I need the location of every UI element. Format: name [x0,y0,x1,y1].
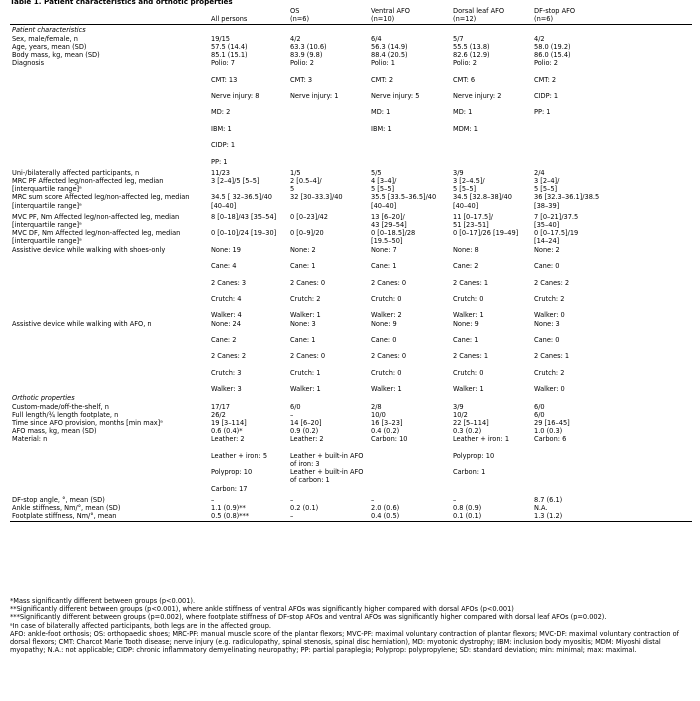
table-cell: 8.7 (6.1) [534,495,563,504]
table-cell: 2/4 [534,168,545,177]
table-row [10,246,692,320]
column-header: Dorsal leaf AFO (n=12) [451,7,532,25]
table-cell: None: 9 Cane: 1 2 Canes: 1 Crutch: 0 Walker: 1 [453,319,489,394]
table-cell: 2.0 (0.6) [371,503,400,512]
table-row [10,512,692,522]
table-cell: – [290,410,294,419]
column-header: DF-stop AFO (n=6) [532,7,692,25]
table-cell: 1.1 (0.9)** [211,503,246,512]
table-cell: 63.3 (10.6) [290,42,327,51]
row-label: MVC DF, Nm Affected leg/non-affected leg, median [interquartile range]ᵃ [12,229,181,246]
row-label: Time since AFO provision, months [min max]ᵃ [12,418,163,427]
table-cell: 34.5 [32.8–38]/40 [40–40] [453,193,512,210]
row-label: Ankle stiffness, Nm/°, mean (SD) [12,503,121,512]
table-cell: 86.0 (15.4) [534,51,571,60]
table-cell: 5/5 [371,168,382,177]
table-cell: 22 [5–114] [453,418,489,427]
table-cell: 0.3 (0.2) [453,427,482,436]
table-cell: 56.3 (14.9) [371,42,408,51]
footnote: **Significantly different between groups (p<0.001), where ankle stiffness of ventral AFOs was significantly higher compared with dorsal AFOs (p<0.001) [10,605,514,614]
row-label: MVC PF, Nm Affected leg/non-affected leg, median [interquartile range]ᵃ [12,212,180,230]
table-cell: 3 [2–4.5]/ 5 [5–5] [453,177,485,194]
table-cell: 6/4 [371,34,382,43]
table-cell: 7 [0–21]/37.5 [35–40] [534,212,579,230]
table-cell: 0 [0–17.5]/19 [14–24] [534,229,579,246]
table-cell: None: 2 Cane: 1 2 Canes: 0 Crutch: 2 Walker: 1 [290,245,326,320]
column-header: All persons [209,7,288,25]
table-row [10,51,692,59]
table-row [10,427,692,435]
table-cell: 57.5 (14.4) [211,42,248,51]
table-cell: Polio: 1 CMT: 2 Nerve injury: 5 MD: 1 IBM: 1 [371,59,420,133]
table-cell: 3/9 [453,168,464,177]
row-label: Assistive device while walking with AFO, n [12,319,152,328]
table-cell: None: 19 Cane: 4 2 Canes: 3 Crutch: 4 Walker: 4 [211,245,247,320]
table-cell: 0.2 (0.1) [290,503,319,512]
column-header: Ventral AFO (n=10) [369,7,451,25]
footnote: *Mass significantly different between groups (p<0.001). [10,597,196,605]
table-row [10,419,692,427]
table-cell: 0.9 (0.2) [290,427,319,436]
table-cell: Leather: 2 Leather + iron: 5 Polyprop: 10 Carbon: 17 [211,435,268,493]
table-cell: 0.6 (0.4)* [211,427,243,436]
row-label: Full length/¾ length footplate, n [12,410,119,419]
table-row [10,403,692,411]
table-cell: 34.5 [ 32–36.5]/40 [40–40] [211,193,272,210]
table-cell: 32 [30–33.3]/40 [290,193,343,202]
table-cell: 16 [3–23] [371,418,403,427]
table-cell: – [371,495,375,504]
table-cell: 1/5 [290,168,301,177]
table-cell: Leather: 2 Leather + built-in AFO of iron: 3 Leather + built-in AFO of carbon: 1 [290,435,364,485]
row-label: Sex, male/female, n [12,34,78,43]
table-cell: 0.1 (0.1) [451,512,532,522]
table-cell: 6/0 [534,402,545,411]
table-cell: Polio: 2 CMT: 6 Nerve injury: 2 MD: 1 MDM: 1 [453,59,502,133]
table-cell: 26/2 [211,410,226,419]
table-cell: 0.4 (0.5) [369,512,451,522]
table-cell: 4/2 [534,34,545,43]
column-header: OS (n=6) [288,7,369,25]
table-row [10,193,692,209]
table-caption: Table 1. Patient characteristics and orthotic properties [10,0,233,6]
table-cell: 58.0 (19.2) [534,42,571,51]
table-cell: 19/15 [211,34,231,43]
table-cell: 0 [0–23]/42 [290,212,328,221]
table-cell: 3 [2–4]/ 5 [5–5] [534,177,560,194]
row-label: Diagnosis [12,59,45,68]
table-cell: 3 [2–4]/5 [5–5] [211,177,260,186]
table-cell: – [211,495,215,504]
header-row [10,7,692,25]
table-cell: 29 [16–45] [534,418,570,427]
row-label: Uni-/bilaterally affected participants, n [12,168,140,177]
footnote: ***Significantly different between groups (p=0.002), where footplate stiffness of DF-stop AFOs and ventral AFOs was significantly higher compared with dorsal leaf AFOs (p=0.002). [10,613,607,622]
table-cell: 0 [0–9]/20 [290,229,324,238]
row-label: MRC PF Affected leg/non-affected leg, median [interquartile range]ᵃ [12,177,164,194]
table-cell: 0 [0–18.5]/28 [19.5–50] [371,229,416,246]
table-cell: 5/7 [453,34,464,43]
table-cell: 88.4 (20.5) [371,51,408,60]
section-title: Orthotic properties [12,394,75,403]
table-cell: Carbon: 6 [534,435,567,444]
table-cell: 6/0 [290,402,301,411]
table-cell: Leather + iron: 1 Polyprop: 10 Carbon: 1 [453,435,510,477]
table-body [10,25,692,522]
characteristics-table [10,7,692,522]
table-row [10,320,692,394]
table-cell: 1.3 (1.2) [532,512,692,522]
table-cell: 17/17 [211,402,231,411]
table-row [10,229,692,245]
table-cell: 36 [32.3–36.1]/38.5 [38–39] [534,193,600,210]
table-cell: 4/2 [290,34,301,43]
abbreviations: AFO: ankle-foot orthosis; OS: orthopaedic shoes; MRC-PF: manual muscle score of the plantar flexors; MVC-PF: maximal voluntary contraction of plantar flexors; MVC-DF: maximal voluntary contraction of dorsal flexors; CMT: Charcot Marie Tooth disease; nerve injury (e.g. radiculopathy, spinal stenosis, spinal disc herniation), MD: myotonic dystrophy; IBM: inclusion body myositis; MDM: Miyoshi distal myopathy; N.A.: not applicable; CIDP: chronic inflammatory demyelinating neuropathy; PP: partial paraplegia; Polyprop: polypropylene; SD: standard deviation; min: minimal; max: maximal. [10,629,679,655]
table-cell: 0 [0–10]/24 [19–30] [211,229,277,238]
table-cell: 2 [0.5–4]/ 5 [290,177,322,194]
section-title: Patient characteristics [12,26,86,35]
table-cell: 82.6 (12.9) [453,51,490,60]
row-label: Assistive device while walking with shoes-only [12,245,166,254]
table-cell: 8 [0–18]/43 [35–54] [211,212,277,221]
table-cell: 10/0 [371,410,386,419]
table-cell: – [453,495,457,504]
table-cell: 4 [3–4]/ 5 [5–5] [371,177,397,194]
table-cell: 0.5 (0.8)*** [209,512,288,522]
table-cell: None: 9 Cane: 0 2 Canes: 0 Crutch: 0 Walker: 1 [371,319,407,394]
table-cell: N.A. [534,503,548,512]
table-cell: None: 3 Cane: 1 2 Canes: 0 Crutch: 1 Walker: 1 [290,319,326,394]
table-cell: None: 2 Cane: 0 2 Canes: 2 Crutch: 2 Walker: 0 [534,245,570,320]
footnote: ᵃIn case of bilaterally affected participants, both legs are in the affected group. [10,621,271,630]
row-label: Custom-made/off-the-shelf, n [12,402,109,411]
table-cell: – [290,495,294,504]
table-cell: 0.8 (0.9) [453,503,482,512]
table-cell: 35.5 [33.5–36.5]/40 [40–40] [371,193,437,210]
table-cell: 19 [3–114] [211,418,247,427]
table-cell: None: 3 Cane: 0 2 Canes: 1 Crutch: 2 Walker: 0 [534,319,570,394]
table-cell: 3/9 [453,402,464,411]
table-cell: 55.5 (13.8) [453,42,490,51]
table-row [10,411,692,419]
table-cell: None: 8 Cane: 2 2 Canes: 1 Crutch: 0 Walker: 1 [453,245,489,320]
table-cell: 11 [0–17.5]/ 51 [23–51] [453,212,494,230]
row-label: DF-stop angle, °, mean (SD) [12,495,105,504]
table-cell: None: 24 Cane: 2 2 Canes: 2 Crutch: 3 Walker: 3 [211,319,247,394]
row-label: Body mass, kg, mean (SD) [12,51,100,60]
table-cell: 11/23 [211,168,231,177]
section-row [10,25,692,35]
table-cell: 13 [6–20]/ 43 [29–54] [371,212,407,230]
table-cell: 14 [6–20] [290,418,322,427]
table-row [10,169,692,177]
table-cell: 0 [0–17]/26 [19–49] [453,229,519,238]
table-row [10,35,692,43]
row-label: Material: n [12,435,48,444]
table-row [10,59,692,166]
table-cell: 6/0 [534,410,545,419]
row-label: AFO mass, kg, mean (SD) [12,427,97,436]
table-cell: Polio: 2 CMT: 3 Nerve injury: 1 [290,59,339,101]
section-row [10,393,692,402]
table-row [10,177,692,193]
table-cell: 10/2 [453,410,468,419]
table-cell: None: 7 Cane: 1 2 Canes: 0 Crutch: 0 Walker: 2 [371,245,407,320]
footnotes [10,597,694,654]
table-row [10,435,692,492]
table-cell: 0.4 (0.2) [371,427,400,436]
header-empty [10,7,209,25]
row-label: Footplate stiffness, Nm/°, mean [10,512,209,522]
table-row [10,496,692,504]
table-cell: 83.9 (9.8) [290,51,323,60]
table-cell: 85.1 (15.1) [211,51,248,60]
table-row [10,504,692,512]
row-label: MRC sum score Affected leg/non-affected leg, median [interquartile range]ᵃ [12,193,190,210]
table-row [10,43,692,51]
table-row [10,213,692,229]
table-cell: Polio: 2 CMT: 2 CIDP: 1 PP: 1 [534,59,559,117]
table-cell: 2/8 [371,402,382,411]
table-cell: – [288,512,369,522]
table-cell: Carbon: 10 [371,435,408,444]
table-cell: Polio: 7 CMT: 13 Nerve injury: 8 MD: 2 IBM: 1 CIDP: 1 PP: 1 [211,59,260,166]
table-cell: 1.0 (0.3) [534,427,563,436]
row-label: Age, years, mean (SD) [12,42,87,51]
